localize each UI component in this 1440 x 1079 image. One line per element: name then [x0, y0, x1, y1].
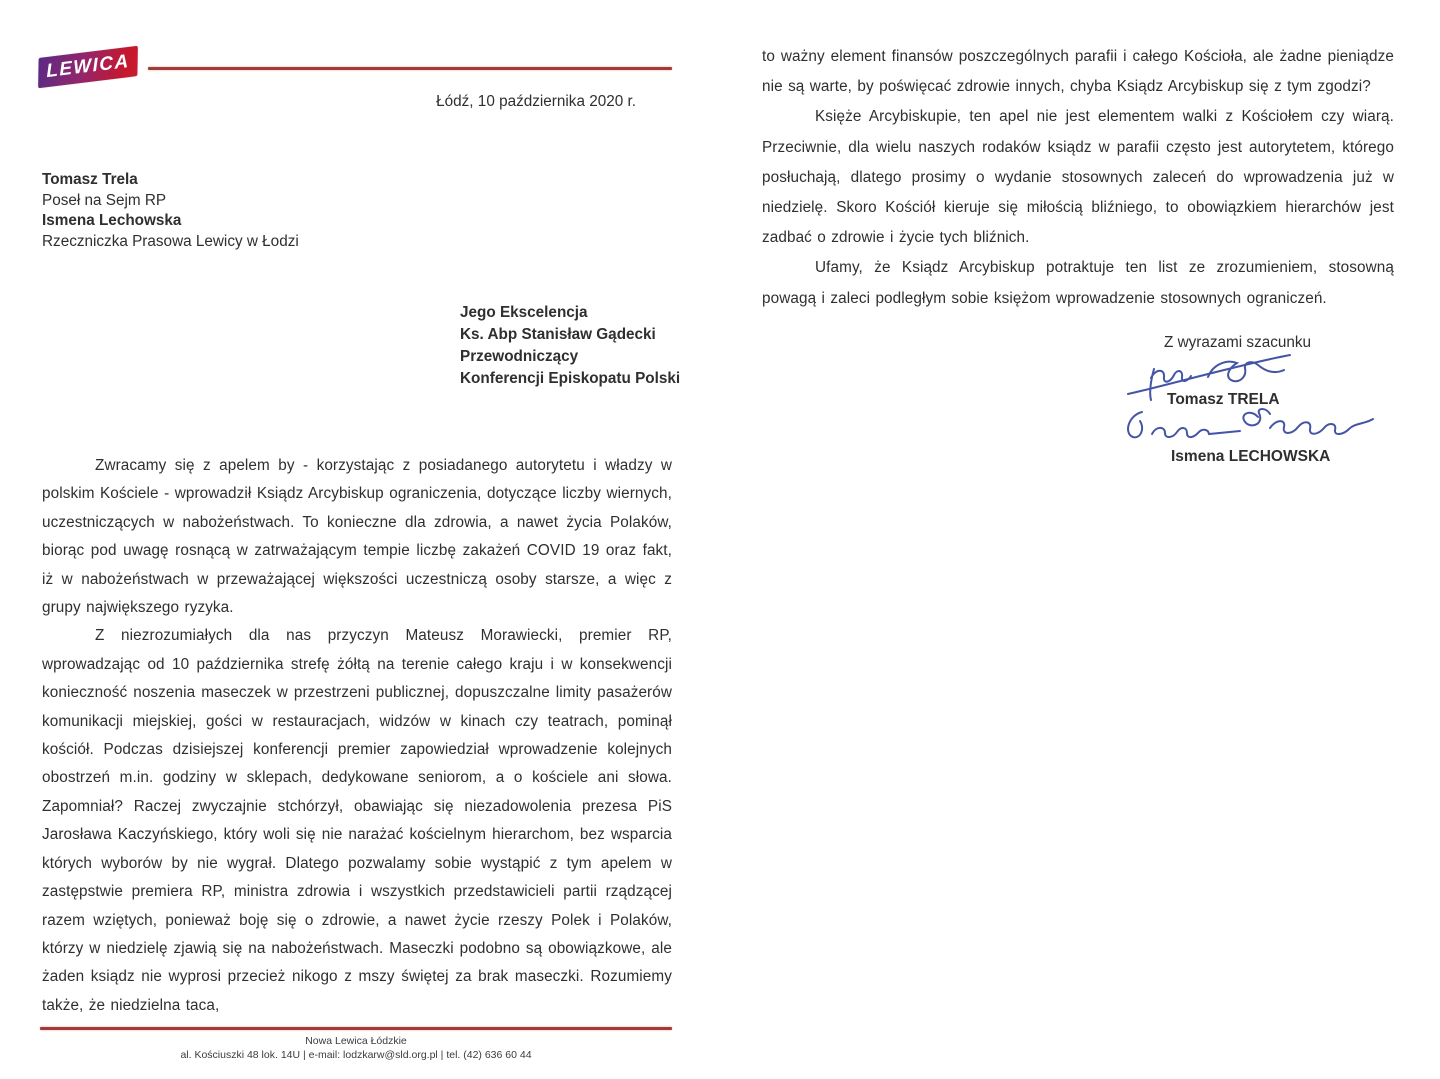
- closing-salutation: Z wyrazami szacunku: [1164, 334, 1312, 351]
- footer-address: al. Kościuszki 48 lok. 14U | e-mail: lodzkarw@sld.org.pl | tel. (42) 636 60 44: [180, 1049, 532, 1061]
- paragraph: to ważny element finansów poszczególnych parafii i całego Kościoła, ale żadne pieniądze nie są warte, by poświęcać zdrowie innych, chyba Ksiądz Arcybiskup się z tym zgodzi?: [762, 48, 1394, 96]
- letter-body-page1: [42, 452, 672, 1020]
- sender-block: [42, 170, 299, 252]
- lechowska-signature: [1118, 404, 1378, 450]
- signatory-name-trela: Tomasz TRELA: [1167, 391, 1280, 408]
- paragraph: Ufamy, że Ksiądz Arcybiskup potraktuje ten list ze zrozumieniem, stosowną powagą i zaleci podległym sobie księżom wprowadzenie stosownych ograniczeń.: [762, 259, 1394, 307]
- addressee-line: Przewodniczący: [460, 348, 579, 365]
- footer-rule: [40, 1027, 672, 1030]
- letter-body-page2: [762, 42, 1394, 314]
- paragraph: Z niezrozumiałych dla nas przyczyn Mateusz Morawiecki, premier RP, wprowadzając od 10 października strefę żółtą na terenie całego kraju i w konsekwencji konieczność noszenia maseczek w przestrzeni publicznej, dopuszczalne limity pasażerów komunikacji miejskiej, gości w restauracjach, widzów w kinach czy teatrach, pominął kościół. Podczas dzisiejszej konferencji premier zapowiedział wprowadzenie kolejnych obostrzeń m.in. godziny w sklepach, dedykowane seniorom, a o kościele ani słowa. Zapomniał? Raczej zwyczajnie stchórzył, obawiając się niezadowolenia prezesa PiS Jarosława Kaczyńskiego, który woli się nie narażać kościelnym hierarchom, bez wsparcia których wyborów by nie wygrał. Dlatego pozwalamy sobie wystąpić z tym apelem w zastępstwie premiera RP, ministra zdrowia i wszystkich przedstawicieli partii rządzącej razem wziętych, ponieważ boję się o zdrowie, a nawet życie rzeszy Polek i Polaków, którzy w niedzielę zjawią się na nabożeństwach. Maseczki podobno są obowiązkowe, ale żaden ksiądz nie wyprosi przecież nikogo z mszy świętej za brak maseczki. Rozumiemy także, że niedzielna taca,: [42, 627, 672, 1014]
- date-line: Łódź, 10 października 2020 r.: [436, 93, 636, 110]
- addressee-line: Konferencji Episkopatu Polski: [460, 370, 681, 387]
- sender-name-lechowska: Ismena Lechowska: [42, 212, 182, 229]
- paragraph: Księże Arcybiskupie, ten apel nie jest elementem walki z Kościołem czy wiarą. Przeciwnie, dla wielu naszych rodaków ksiądz w parafii często jest autorytetem, którego posłuchają, dlatego prosimy o wydanie stosownych zaleceń do wprowadzenia już w niedzielę. Skoro Kościół kieruje się miłością bliźniego, to obowiązkiem hierarchów jest zadbać o zdrowie i życie tych bliźnich.: [762, 108, 1394, 247]
- sender-title-lechowska: Rzeczniczka Prasowa Lewicy w Łodzi: [42, 232, 299, 250]
- paragraph: Zwracamy się z apelem by - korzystając z posiadanego autorytetu i władzy w polskim Kościele - wprowadził Ksiądz Arcybiskup ograniczenia, dotyczące liczby wiernych, uczestniczących w nabożeństwach. To konieczne dla zdrowia, a nawet życia Polaków, biorąc pod uwagę rosnącą w zatrważającym tempie liczbę zakażeń COVID 19 oraz fakt, iż w nabożeństwach w przeważającej większości uczestniczą osoby starsze, a więc z grupy największego ryzyka.: [42, 457, 672, 617]
- footer-contact: [40, 1034, 672, 1062]
- footer-org-name: Nowa Lewica Łódzkie: [305, 1035, 407, 1047]
- lewica-logo-text: LEWICA: [45, 50, 131, 83]
- addressee-line: Jego Ekscelencja: [460, 304, 588, 321]
- lewica-logo: [38, 46, 138, 88]
- header-rule: [148, 67, 672, 70]
- sender-title-trela: Poseł na Sejm RP: [42, 191, 167, 209]
- signatory-name-lechowska: Ismena LECHOWSKA: [1171, 448, 1331, 465]
- sender-name-trela: Tomasz Trela: [42, 171, 138, 188]
- addressee-line: Ks. Abp Stanisław Gądecki: [460, 326, 656, 343]
- addressee-block: [460, 302, 680, 390]
